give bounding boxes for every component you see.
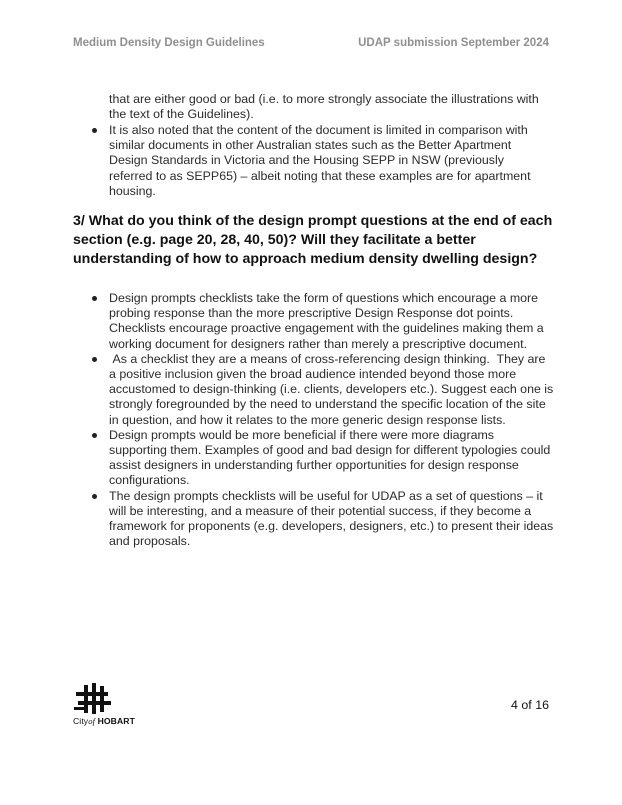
header-submission: UDAP submission September 2024 bbox=[358, 37, 549, 49]
page-header bbox=[73, 37, 549, 49]
document-reference-nsw: Housing SEPP bbox=[313, 153, 396, 168]
bullet-icon bbox=[92, 128, 97, 133]
continued-bullet-text bbox=[109, 92, 549, 122]
city-of-hobart-logo bbox=[73, 683, 133, 733]
list-item-text: Design prompts would be more beneficial if there were more diagrams supporting them. Examples of good and bad design for different typologies could assist designers in understanding further opportunities for design response configurations. bbox=[109, 427, 551, 488]
list-item-text: As a checklist they are a means of cross-referencing design thinking. They are a positive inclusion given the broad audience intended beyond those more accustomed to design-thinking (i.e. clients, developers etc.). Suggest each one is strongly foregrounded by the need to understand the specific location of the site in question, and how it relates to the more generic design response lists. bbox=[109, 351, 557, 427]
list-item-text: in NSW (previously referred to as SEPP65) – albeit noting that these examples are for apartment housing. bbox=[109, 153, 531, 198]
continuation-paragraph: that are either good or bad (i.e. to more strongly associate the illustrations with the text of the Guidelines). bbox=[109, 92, 539, 122]
list-item-text: It is also noted that the content of the document is limited in comparison with similar documents in other Australian states such as the bbox=[109, 123, 528, 153]
list-item-text: in Victoria and the bbox=[207, 153, 314, 168]
list-item bbox=[109, 352, 555, 428]
bullet-icon bbox=[92, 433, 97, 438]
bullet-icon bbox=[92, 357, 97, 362]
logo-wordmark: Cityof HOBART bbox=[73, 716, 135, 726]
section-question-heading: 3/ What do you think of the design prompt questions at the end of each section (e.g. page 20, 28, 40, 50)? Will they facilitate a better understanding of how to approach medium density dwelling design? bbox=[73, 213, 553, 267]
bullet-icon bbox=[92, 296, 97, 301]
header-title: Medium Density Design Guidelines bbox=[73, 37, 265, 49]
hobart-logo-mark-icon bbox=[73, 683, 113, 715]
list-item-text: The design prompts checklists will be useful for UDAP as a set of questions – it will be interesting, and a measure of their potential success, if they become a framework for proponents (e.g. developers, designers, etc.) to present their ideas and proposals. bbox=[109, 488, 554, 549]
list-item-text: Design prompts checklists take the form of questions which encourage a more probing response than the more prescriptive Design Response dot points. Checklists encourage proactive engagement with the guidelines making them a working document for designers rather than merely a prescriptive document. bbox=[109, 291, 544, 351]
page-number: 4 of 16 bbox=[511, 698, 549, 712]
bullet-icon bbox=[92, 494, 97, 499]
bullet-list-comparison bbox=[109, 123, 549, 199]
document-reference-victoria: Better Apartment Design Standards bbox=[109, 138, 512, 168]
list-item bbox=[109, 291, 555, 352]
list-item bbox=[109, 489, 555, 550]
bullet-list-design-prompts bbox=[109, 291, 555, 549]
list-item bbox=[109, 428, 555, 489]
list-item bbox=[109, 123, 549, 199]
